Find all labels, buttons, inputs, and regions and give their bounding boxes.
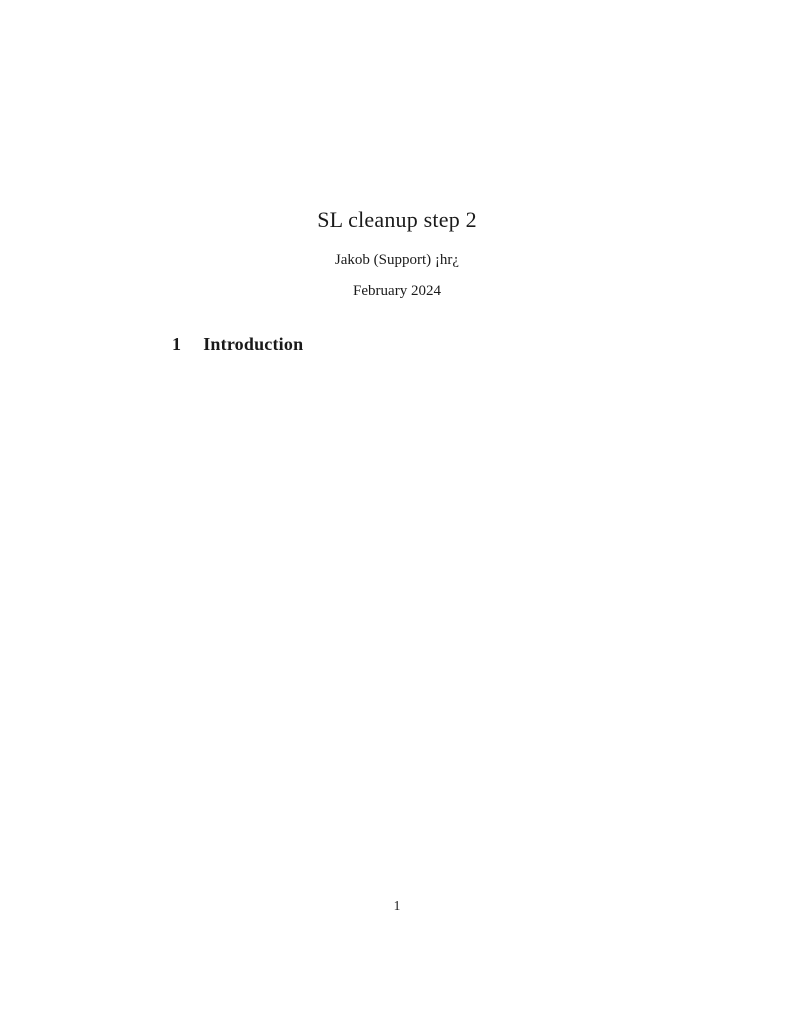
document-author: Jakob (Support) ¡hr¿ — [334, 252, 460, 268]
document-title: SL cleanup step 2 — [317, 207, 477, 232]
document-date: February 2024 — [353, 283, 441, 299]
section-title: Introduction — [203, 334, 304, 354]
section-heading — [172, 334, 303, 356]
page-number: 1 — [393, 898, 401, 913]
section-number: 1 — [172, 334, 182, 354]
